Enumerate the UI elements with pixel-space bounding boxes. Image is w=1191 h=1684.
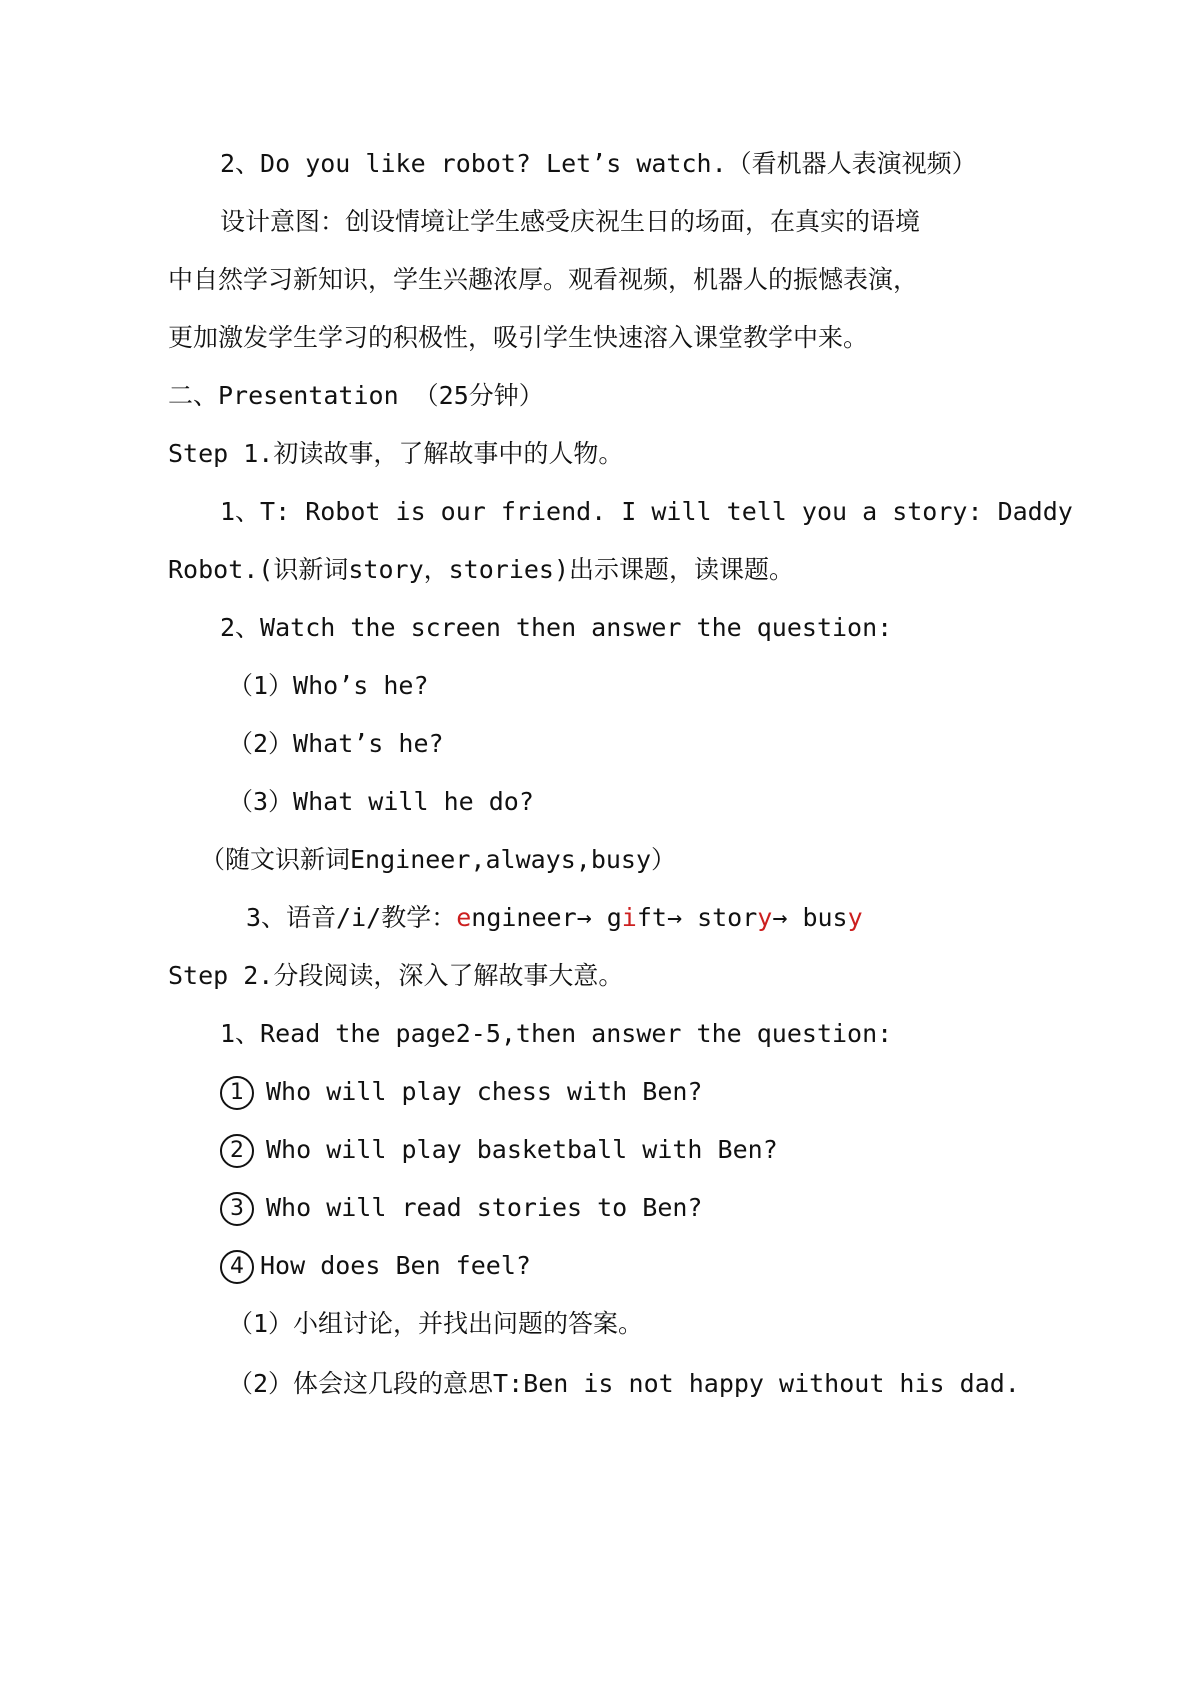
paragraph-line: （1）小组讨论，并找出问题的答案。 [228,1309,644,1338]
highlight-letter: y [757,903,773,932]
circled-number: 2 [220,1134,254,1168]
paragraph-line: 2、Watch the screen then answer the question: [220,613,893,642]
highlight-letter: i [621,903,637,932]
paragraph-line: Robot.(识新词story，stories)出示课题，读课题。 [168,555,795,584]
step-heading: Step 1.初读故事，了解故事中的人物。 [168,439,624,468]
paragraph-line: 中自然学习新知识，学生兴趣浓厚。观看视频，机器人的振憾表演， [168,265,919,294]
paragraph-line: 设计意图：创设情境让学生感受庆祝生日的场面，在真实的语境 [220,207,921,236]
question-text: Who will play chess with Ben? [266,1077,703,1106]
phonics-text: → bus [772,903,848,932]
numbered-question [220,1248,531,1284]
circled-number: 1 [220,1076,254,1110]
phonics-line [246,900,863,936]
circled-number: 4 [220,1250,254,1284]
paragraph-line: （随文识新词Engineer,always,busy） [200,845,677,874]
numbered-question [220,1074,703,1110]
question-text: How does Ben feel? [260,1251,531,1280]
phonics-prefix: 3、语音/i/教学： [246,903,457,932]
phonics-text: ft→ stor [636,903,758,932]
question-item: （2）What’s he? [228,729,444,758]
paragraph-line: 2、Do you like robot? Let’s watch.（看机器人表演视频） [220,149,977,178]
question-item: （3）What will he do? [228,787,534,816]
numbered-question [220,1132,778,1168]
paragraph-line: （2）体会这几段的意思T:Ben is not happy without his dad. [228,1369,1020,1398]
paragraph-line: 更加激发学生学习的积极性，吸引学生快速溶入课堂教学中来。 [168,323,869,352]
question-text: Who will play basketball with Ben? [266,1135,778,1164]
paragraph-line: 1、Read the page2-5,then answer the question: [220,1019,893,1048]
question-text: Who will read stories to Ben? [266,1193,703,1222]
phonics-text: ngineer→ g [471,903,622,932]
question-item: （1）Who’s he? [228,671,429,700]
step-heading: Step 2.分段阅读，深入了解故事大意。 [168,961,624,990]
highlight-letter: e [456,903,472,932]
numbered-question [220,1190,703,1226]
paragraph-line: 1、T: Robot is our friend. I will tell you a story: Daddy [220,497,1073,526]
highlight-letter: y [847,903,863,932]
section-heading: 二、Presentation （25分钟） [168,381,544,410]
circled-number: 3 [220,1192,254,1226]
